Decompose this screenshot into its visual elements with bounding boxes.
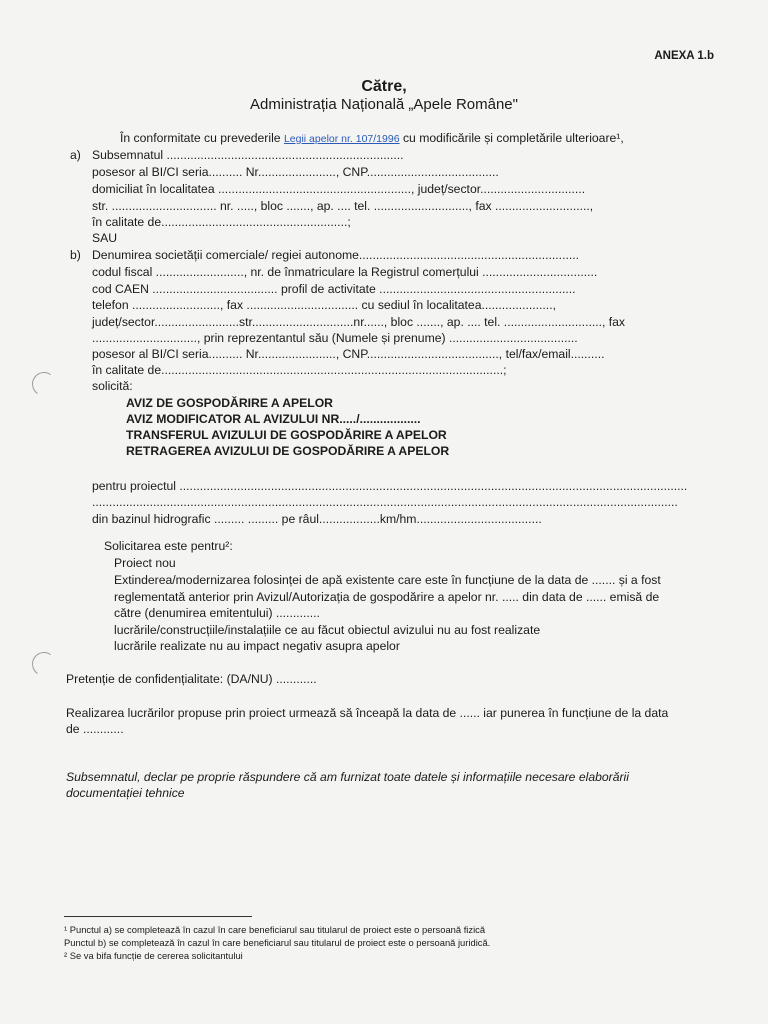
section-b-line-1: Denumirea societății comerciale/ regiei autonome................................................................. bbox=[92, 248, 579, 262]
footnote-1: ¹ Punctul a) se completează în cazul în care beneficiarul sau titularul de proiect este o persoană fizică bbox=[64, 924, 486, 935]
section-a-line-4: str. ............................... nr. ....., bloc ......., ap. .... tel. ............................, fax ............................, bbox=[92, 199, 594, 213]
request-option-2: AVIZ MODIFICATOR AL AVIZULUI NR...../.................. bbox=[126, 412, 421, 426]
footnote-divider bbox=[64, 916, 252, 917]
purpose-option-3: lucrările/construcțiile/instalațiile ce au făcut obiectul avizului nu au fost realizate bbox=[114, 623, 541, 637]
footnote-1-cont: Punctul b) se completează în cazul în care beneficiarul sau titularul de proiect este o persoană juridică. bbox=[64, 937, 491, 948]
section-a-line-2: posesor al BI/CI seria.......... Nr......................., CNP....................................... bbox=[92, 165, 499, 179]
declaration-line-2: documentației tehnice bbox=[66, 786, 185, 800]
punch-hole-top bbox=[30, 370, 58, 398]
start-date-line-2: de ............ bbox=[66, 722, 124, 736]
section-b-line-6: ..............................., prin reprezentantul său (Numele și prenume) ...................................... bbox=[92, 331, 578, 345]
institution-name: Administrația Națională „Apele Române" bbox=[250, 96, 518, 113]
punch-hole-bottom bbox=[30, 650, 58, 678]
project-line-2: ............................................................................................................................................................................. bbox=[92, 495, 678, 509]
section-b-line-8: în calitate de.....................................................................................................; bbox=[92, 363, 507, 377]
declaration-line-1: Subsemnatul, declar pe propriе răspundere că am furnizat toate datele și informațiile necesare elaborării bbox=[66, 770, 629, 784]
project-line-1: pentru proiectul ...................................................................................................................................................... bbox=[92, 479, 688, 493]
purpose-option-2-issuer: către (denumirea emitentului) ............. bbox=[114, 606, 320, 620]
intro-prefix: În conformitate cu prevederile bbox=[120, 131, 281, 145]
section-b-line-7: posesor al BI/CI seria.......... Nr......................., CNP......................................., tel/fax/email.......... bbox=[92, 347, 605, 361]
section-b-line-2: codul fiscal .........................., nr. de înmatriculare la Registrul comerțului .................................. bbox=[92, 265, 598, 279]
section-a-line-3: domiciliat în localitatea ........................................................., județ/sector............................... bbox=[92, 182, 586, 196]
section-b-line-9: solicită: bbox=[92, 379, 133, 393]
law-link[interactable]: Legii apelor nr. 107/1996 bbox=[283, 133, 400, 145]
section-b-line-4: telefon .........................., fax ................................. cu sediul în localitatea....................., bbox=[92, 298, 556, 312]
purpose-option-1: Proiect nou bbox=[114, 556, 176, 570]
addressee-heading: Către, bbox=[361, 78, 407, 95]
section-a-line-5: în calitate de.......................................................; bbox=[92, 215, 351, 229]
confidentiality-claim: Pretenție de confidențialitate: (DA/NU) ............ bbox=[66, 672, 317, 686]
section-a-marker: a) bbox=[70, 148, 81, 162]
footnote-2: ² Se va bifa funcție de cererea solicitantului bbox=[64, 950, 243, 961]
request-option-4: RETRAGEREA AVIZULUI DE GOSPODĂRIRE A APELOR bbox=[126, 444, 450, 458]
section-b-line-5: județ/sector.........................str..............................nr......, bloc ......., ap. .... tel. ............................., fax bbox=[92, 315, 626, 329]
request-option-1: AVIZ DE GOSPODĂRIRE A APELOR bbox=[126, 396, 333, 410]
intro-suffix: cu modificările și completările ulterioare¹, bbox=[402, 131, 624, 145]
purpose-option-4: lucrările realizate nu au impact negativ asupra apelor bbox=[114, 639, 400, 653]
start-date-line-1: Realizarea lucrărilor propuse prin proiect urmează să înceapă la data de ...... iar punerea în funcțiune de la data bbox=[66, 706, 669, 720]
request-option-3: TRANSFERUL AVIZULUI DE GOSPODĂRIRE A APELOR bbox=[126, 428, 447, 442]
section-b-line-3: cod CAEN ..................................... profil de activitate .......................................................... bbox=[92, 282, 576, 296]
annex-label: ANEXA 1.b bbox=[654, 50, 714, 62]
section-b-marker: b) bbox=[70, 248, 81, 262]
intro-line bbox=[120, 130, 624, 147]
purpose-option-2: Extinderea/modernizarea folosinței de apă existente care este în funcțiune de la data de ....... și a fost bbox=[114, 573, 661, 587]
project-line-3: din bazinul hidrografic ......... ......... pe râul..................km/hm..................................... bbox=[92, 512, 542, 526]
section-a-line-6: SAU bbox=[92, 231, 118, 245]
section-a-line-1: Subsemnatul ...................................................................... bbox=[92, 148, 404, 162]
purpose-title: Solicitarea este pentru²: bbox=[104, 539, 233, 553]
purpose-option-2-cont: reglementată anterior prin Avizul/Autorizația de gospodărire a apelor nr. ..... din data de ...... emisă de bbox=[114, 590, 660, 604]
